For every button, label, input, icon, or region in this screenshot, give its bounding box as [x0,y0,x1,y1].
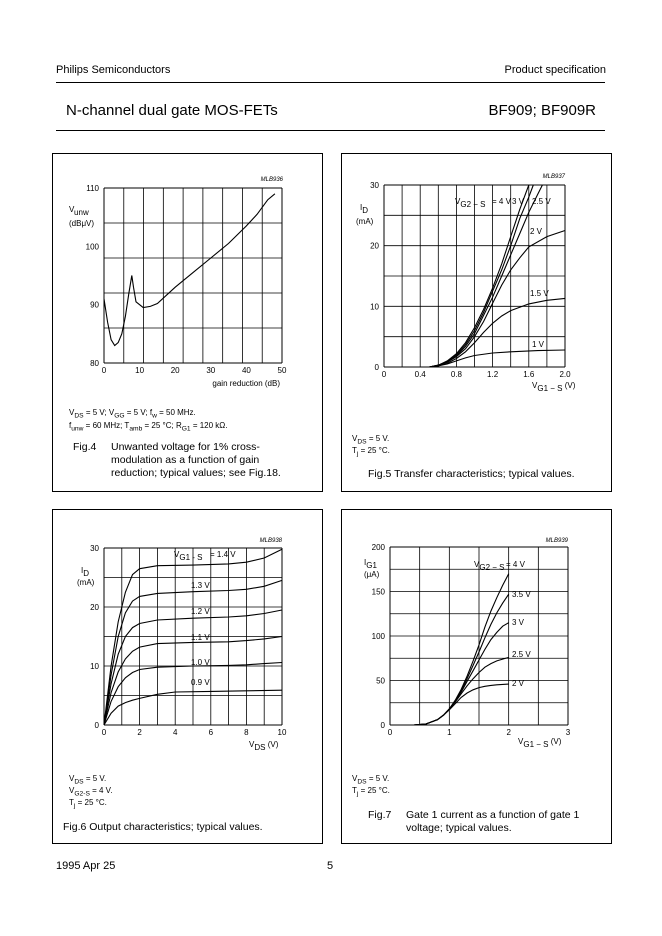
fig5-ytick-label: 10 [370,302,379,312]
fig7-ytick-label: 100 [371,632,385,641]
fig4-xtick-label: 0 [101,366,107,375]
fig7-caption: Gate 1 current as a function of gate 1 voltage; typical values. [406,809,580,834]
header-rule [56,82,605,83]
fig5-xtick-label: 1.2 [487,370,499,379]
fig5-curve-label-1V: 1 V [532,340,545,349]
fig4-ytick-label: 80 [90,359,99,368]
fig7-ytick-label: 150 [371,587,385,597]
fig5-param-label: VG2 − S [455,197,486,209]
fig5-ytick-label: 0 [374,363,379,372]
fig6-panel [52,509,323,844]
fig6-note-3: $T_j = 25$ °C. [69,798,107,810]
fig6-curve-label-1.1V: 1.1 V [191,633,210,642]
page-title: N-channel dual gate MOS-FETs [66,102,278,119]
fig6-code: MLB938 [259,538,282,544]
page-number: 5 [327,860,334,872]
fig6-curve-label-0.9V: 0.9 V [191,678,210,687]
fig6-yunit: (mA) [77,578,95,587]
fig6-xtick-label: 2 [137,728,142,737]
fig7-number: Fig.7 [368,809,392,821]
fig6-curve-label-1.2V: 1.2 V [191,607,210,616]
fig5-xtick-label: 0.4 [414,370,426,379]
fig6-ytick-label: 10 [90,662,99,671]
fig5-yunit: (mA) [356,217,374,226]
fig5-xtick-label: 2.0 [559,370,571,379]
fig6-xtick-label: 0 [101,728,107,737]
fig4-xtick-label: 10 [135,366,145,375]
fig6-ylabel: ID [81,566,90,578]
fig4-panel [52,153,323,492]
fig7-curve-label-2V: 2 V [512,679,525,688]
fig7-ytick-label: 0 [380,721,385,730]
fig4-note-2: $f_{unw} = 60$ MHz; $T_{amb} = 25$ °C; $R_{G1} = 120$ kΩ. [69,421,228,433]
fig4-ylabel: Vunw [69,205,89,217]
fig5-curve-label-2V: 2 V [530,227,543,236]
part-number: BF909; BF909R [488,102,596,119]
fig7-panel [341,509,612,844]
fig5-ylabel: ID [360,203,369,215]
fig7-code: MLB939 [545,538,568,544]
fig4-ytick-label: 110 [86,184,99,193]
fig6-note-2: $V_{G2-S} = 4$ V. [69,786,113,798]
fig7-yunit: (μA) [364,570,380,579]
fig5-panel [341,153,612,492]
fig5-caption: Fig.5 Transfer characteristics; typical values. [368,468,575,480]
fig6-xtick-label: 6 [208,728,214,737]
fig5-curve-label-2.5V: 2.5 V [532,197,551,206]
fig7-note-1: $V_{DS} = 5$ V. [352,774,390,786]
fig5-xtick-label: 0 [381,370,387,379]
fig5-ytick-label: 20 [370,241,379,251]
fig5-ytick-label: 30 [370,181,379,190]
fig7-xtick-label: 1 [447,728,452,737]
fig6-xlabel: VDS (V) [249,740,279,752]
fig4-ytick-label: 100 [85,242,99,252]
fig6-param-label: VG1 - S [174,550,203,562]
fig6-ytick-label: 20 [90,603,99,612]
fig7-xtick-label: 3 [565,728,571,737]
fig5-xlabel: VG1 − S (V) [532,381,576,393]
fig7-curve-label-2.5V: 2.5 V [512,650,531,659]
fig7-curve-label-4V: = 4 V [506,560,525,569]
fig4-yunit: (dBμV) [69,219,95,228]
fig6-curve-label-1.3V: 1.3 V [191,581,210,590]
doc-type: Product specification [504,64,606,76]
fig4-note-1: $V_{DS} = 5$ V; $V_{GG} = 5$ V; $f_w = 50$ MHz. [69,408,196,420]
fig5-note-2: $T_j = 25$ °C. [352,446,390,458]
fig7-xtick-label: 2 [506,728,511,737]
fig7-ytick-label: 50 [376,676,385,686]
fig6-ytick-label: 0 [94,721,99,730]
fig5-curve-label-4V: = 4 V [492,197,511,206]
fig7-ytick-label: 200 [371,543,385,552]
fig6-curve-label-1.0V: 1.0 V [191,658,210,667]
fig7-curve-label-3V: 3 V [512,618,525,627]
fig4-xtick-label: 30 [206,366,216,375]
fig5-xtick-label: 0.8 [450,370,462,379]
fig5-code: MLB937 [542,174,565,180]
fig4-xtick-label: 20 [170,366,180,375]
fig5-xtick-label: 1.6 [523,370,535,379]
fig6-caption: Fig.6 Output characteristics; typical values. [63,821,263,833]
fig4-xlabel: gain reduction (dB) [212,379,280,388]
company-name: Philips Semiconductors [56,64,171,76]
fig5-curve-label-3V: 3 V [512,197,525,206]
fig4-ytick-label: 90 [90,300,99,310]
footer-date: 1995 Apr 25 [56,860,116,872]
title-rule [56,130,605,131]
fig7-xlabel: VG1 − S (V) [518,737,562,749]
fig7-curve-label-3.5V: 3.5 V [512,590,531,599]
fig7-ylabel: IG1 [364,558,377,570]
fig6-curve-label-1.4V: = 1.4 V [210,550,236,559]
fig4-xtick-label: 50 [277,366,287,375]
fig7-param-label: VG2 − S [474,560,505,572]
fig4-xtick-label: 40 [241,366,251,375]
fig6-xtick-label: 10 [277,728,287,737]
fig7-xtick-label: 0 [387,728,393,737]
fig6-ytick-label: 30 [90,544,99,553]
fig5-note-1: $V_{DS} = 5$ V. [352,434,390,446]
fig4-series-Vunw [104,194,275,346]
fig6-xtick-label: 4 [172,728,178,737]
fig4-number: Fig.4 [73,441,97,453]
fig6-xtick-label: 8 [244,728,249,737]
fig4-caption: Unwanted voltage for 1% cross-modulation as a function of gain reduction; typical values; see Fig.18. [111,441,281,479]
fig7-note-2: $T_j = 25$ °C. [352,786,390,798]
fig4-code: MLB936 [260,177,283,183]
fig5-curve-label-1.5V: 1.5 V [530,289,549,298]
fig6-note-1: $V_{DS} = 5$ V. [69,774,107,786]
